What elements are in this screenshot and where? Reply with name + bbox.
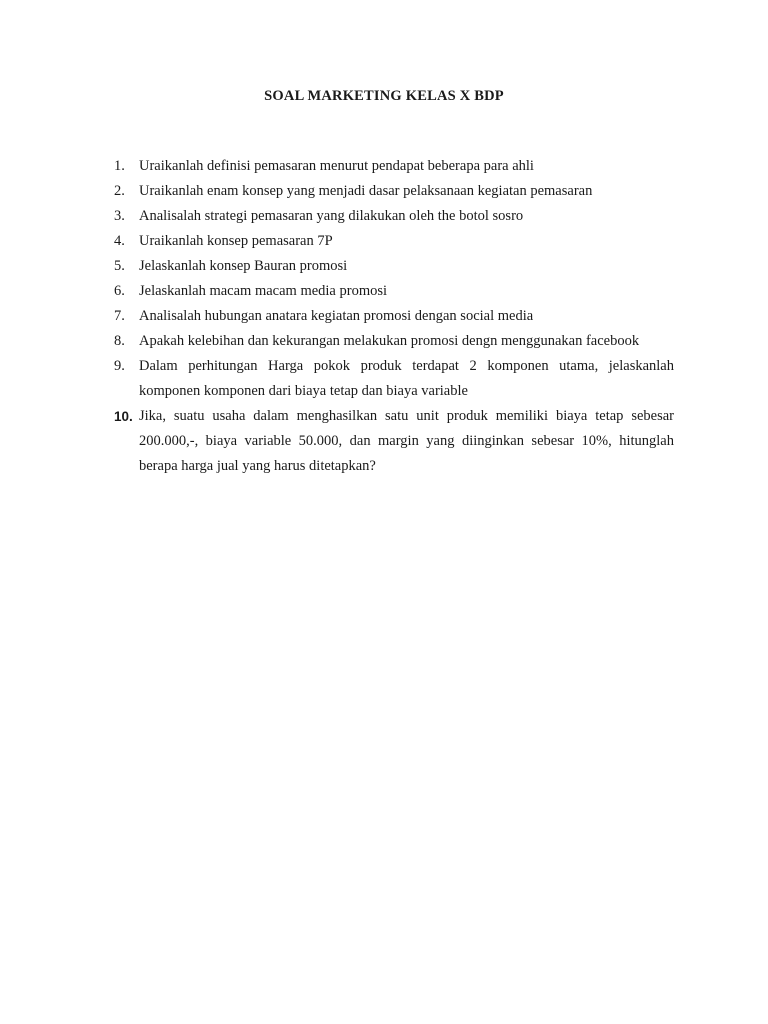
question-text: Uraikanlah enam konsep yang menjadi dasar pelaksanaan kegiatan pemasaran: [139, 183, 593, 199]
question-item: [114, 179, 674, 204]
question-text: Jika, suatu usaha dalam menghasilkan satu unit produk memiliki biaya tetap sebesar 200.000,-, biaya variable 50.000, dan margin yang diinginkan sebesar 10%, hitunglah berapa harga jual yang harus ditetapkan?: [139, 408, 674, 474]
question-item: [114, 229, 674, 254]
question-item: [114, 154, 674, 179]
question-item: [114, 279, 674, 304]
question-item: [114, 304, 674, 329]
question-item: [114, 354, 674, 404]
question-number: 5.: [114, 258, 125, 274]
question-text: Uraikanlah definisi pemasaran menurut pendapat beberapa para ahli: [139, 158, 534, 174]
question-list: [114, 154, 674, 479]
question-text: Apakah kelebihan dan kekurangan melakukan promosi dengn menggunakan facebook: [139, 333, 640, 349]
question-text: Jelaskanlah konsep Bauran promosi: [139, 258, 348, 274]
question-number: 10.: [114, 409, 133, 424]
question-text: Analisalah hubungan anatara kegiatan promosi dengan social media: [139, 308, 534, 324]
question-text: Analisalah strategi pemasaran yang dilakukan oleh the botol sosro: [139, 208, 524, 224]
question-text: Uraikanlah konsep pemasaran 7P: [139, 233, 333, 249]
question-number: 9.: [114, 358, 125, 374]
question-number: 1.: [114, 158, 125, 174]
question-number: 3.: [114, 208, 125, 224]
question-item: [114, 404, 674, 479]
question-number: 6.: [114, 283, 125, 299]
document-title: SOAL MARKETING KELAS X BDP: [264, 88, 504, 104]
question-text: Dalam perhitungan Harga pokok produk terdapat 2 komponen utama, jelaskanlah komponen komponen dari biaya tetap dan biaya variable: [139, 358, 674, 399]
question-item: [114, 204, 674, 229]
question-text: Jelaskanlah macam macam media promosi: [139, 283, 388, 299]
question-number: 7.: [114, 308, 125, 324]
question-number: 8.: [114, 333, 125, 349]
question-number: 2.: [114, 183, 125, 199]
question-number: 4.: [114, 233, 125, 249]
question-item: [114, 254, 674, 279]
question-item: [114, 329, 674, 354]
